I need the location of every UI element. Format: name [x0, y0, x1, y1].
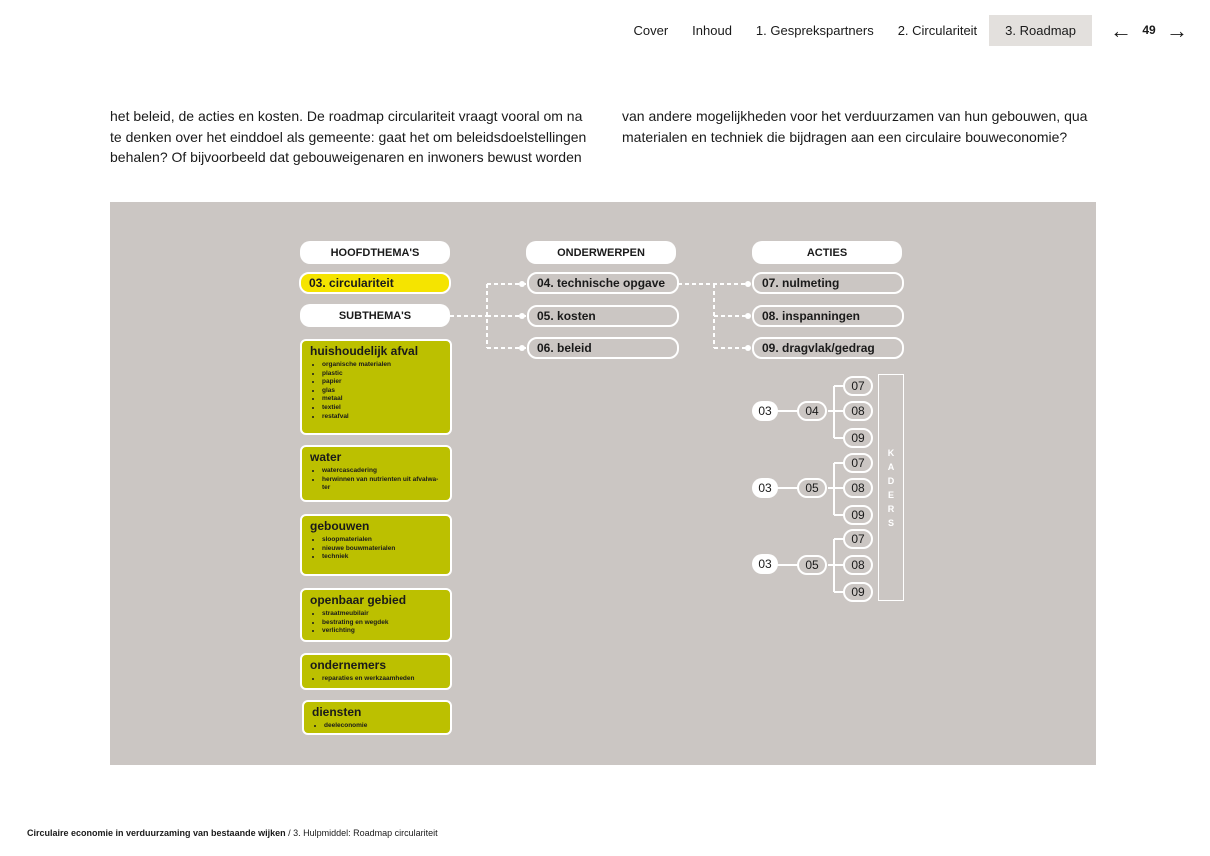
list-item: • herwinnen van nutrienten uit afvalwa-ter	[322, 476, 442, 493]
list-item: • textiel	[322, 404, 442, 413]
subtheme-ondernemers	[300, 653, 452, 690]
subject-technische-opgave: 04. technische opgave	[527, 272, 679, 294]
subtheme-openbaar-gebied	[300, 588, 452, 642]
subtheme-water	[300, 445, 452, 502]
tree-node-leaf: 08	[843, 401, 873, 421]
tree-node-leaf: 07	[843, 529, 873, 549]
subtheme-title: water	[310, 450, 342, 464]
list-item: • organische materialen	[322, 361, 442, 370]
subtheme-title: gebouwen	[310, 519, 370, 533]
main-theme-circulariteit: 03. circulariteit	[299, 272, 451, 294]
list-item: • metaal	[322, 395, 442, 404]
list-item: • papier	[322, 378, 442, 387]
tree-node-leaf: 07	[843, 376, 873, 396]
tree-node-leaf: 08	[843, 478, 873, 498]
list-item: • watercascadering	[322, 467, 442, 476]
kaders-letter: K	[887, 447, 895, 458]
header-hoofdthemas: HOOFDTHEMA'S	[300, 241, 450, 264]
nav-circulariteit[interactable]: 2. Circulariteit	[897, 23, 978, 38]
list-item: • bestrating en wegdek	[322, 619, 442, 628]
nav-gesprekspartners[interactable]: 1. Gesprekspartners	[755, 23, 874, 38]
action-nulmeting: 07. nulmeting	[752, 272, 904, 294]
roadmap-diagram	[110, 202, 1096, 765]
list-item: • plastic	[322, 370, 442, 379]
header-acties: ACTIES	[752, 241, 902, 264]
subtheme-gebouwen	[300, 514, 452, 576]
kaders-frame	[878, 374, 904, 601]
list-item: • verlichting	[322, 627, 442, 636]
tree-node-leaf: 09	[843, 505, 873, 525]
tree-node-leaf: 07	[843, 453, 873, 473]
tree-node-mid: 05	[797, 555, 827, 575]
action-inspanningen: 08. inspanningen	[752, 305, 904, 327]
list-item: • techniek	[322, 553, 442, 562]
kaders-letter: D	[887, 475, 895, 486]
kaders-letter: R	[887, 503, 895, 514]
list-item: • glas	[322, 387, 442, 396]
nav-roadmap[interactable]: 3. Roadmap	[989, 15, 1092, 46]
header-onderwerpen: ONDERWERPEN	[526, 241, 676, 264]
subject-beleid: 06. beleid	[527, 337, 679, 359]
body-text-column-2: van andere mogelijkheden voor het verduurzamen van hun gebouwen, qua materialen en techniek die bijdragen aan een circulaire bouweconomie?	[622, 108, 1088, 145]
body-text-column-1: het beleid, de acties en kosten. De roadmap circulariteit vraagt vooral om na te denken over het einddoel als gemeente: gaat het om beleidsdoelstellingen behalen? Of bijvoorbeeld dat gebouweigenaren en inwoners bewust worden	[110, 108, 587, 165]
tree-node-mid: 04	[797, 401, 827, 421]
tree-node-root: 03	[752, 478, 778, 498]
list-item: • deeleconomie	[324, 722, 442, 731]
footer-title: Circulaire economie in verduurzaming van bestaande wijken	[27, 828, 286, 838]
nav-cover[interactable]: Cover	[633, 23, 669, 38]
subtheme-title: huishoudelijk afval	[310, 344, 419, 358]
tree-node-root: 03	[752, 401, 778, 421]
footer-section: / 3. Hulpmiddel: Roadmap circulariteit	[285, 828, 438, 838]
action-draagvlak: 09. dragvlak/gedrag	[752, 337, 904, 359]
list-item: • reparaties en werkzaamheden	[322, 675, 442, 684]
arrow-left-icon[interactable]: ←	[1110, 18, 1132, 43]
list-item: • straatmeubilair	[322, 610, 442, 619]
kaders-letter: S	[887, 517, 894, 528]
tree-node-root: 03	[752, 554, 778, 574]
footer	[27, 828, 438, 838]
nav-inhoud[interactable]: Inhoud	[692, 23, 732, 38]
subtheme-title: diensten	[312, 705, 362, 719]
header-subthemas: SUBTHEMA'S	[300, 304, 450, 327]
top-navigation	[621, 15, 1192, 46]
page-number: 49	[1142, 23, 1156, 37]
subtheme-title: ondernemers	[310, 658, 387, 672]
list-item: • restafval	[322, 413, 442, 422]
subtheme-diensten	[302, 700, 452, 735]
tree-node-mid: 05	[797, 478, 827, 498]
subtheme-title: openbaar gebied	[310, 593, 407, 607]
list-item: • nieuwe bouwmaterialen	[322, 545, 442, 554]
tree-node-leaf: 09	[843, 428, 873, 448]
tree-node-leaf: 08	[843, 555, 873, 575]
subtheme-huishoudelijk-afval	[300, 339, 452, 435]
arrow-right-icon[interactable]: →	[1166, 18, 1188, 43]
list-item: • sloopmaterialen	[322, 536, 442, 545]
tree-node-leaf: 09	[843, 582, 873, 602]
subject-kosten: 05. kosten	[527, 305, 679, 327]
kaders-letter: E	[887, 489, 894, 500]
kaders-letter: A	[887, 461, 895, 472]
